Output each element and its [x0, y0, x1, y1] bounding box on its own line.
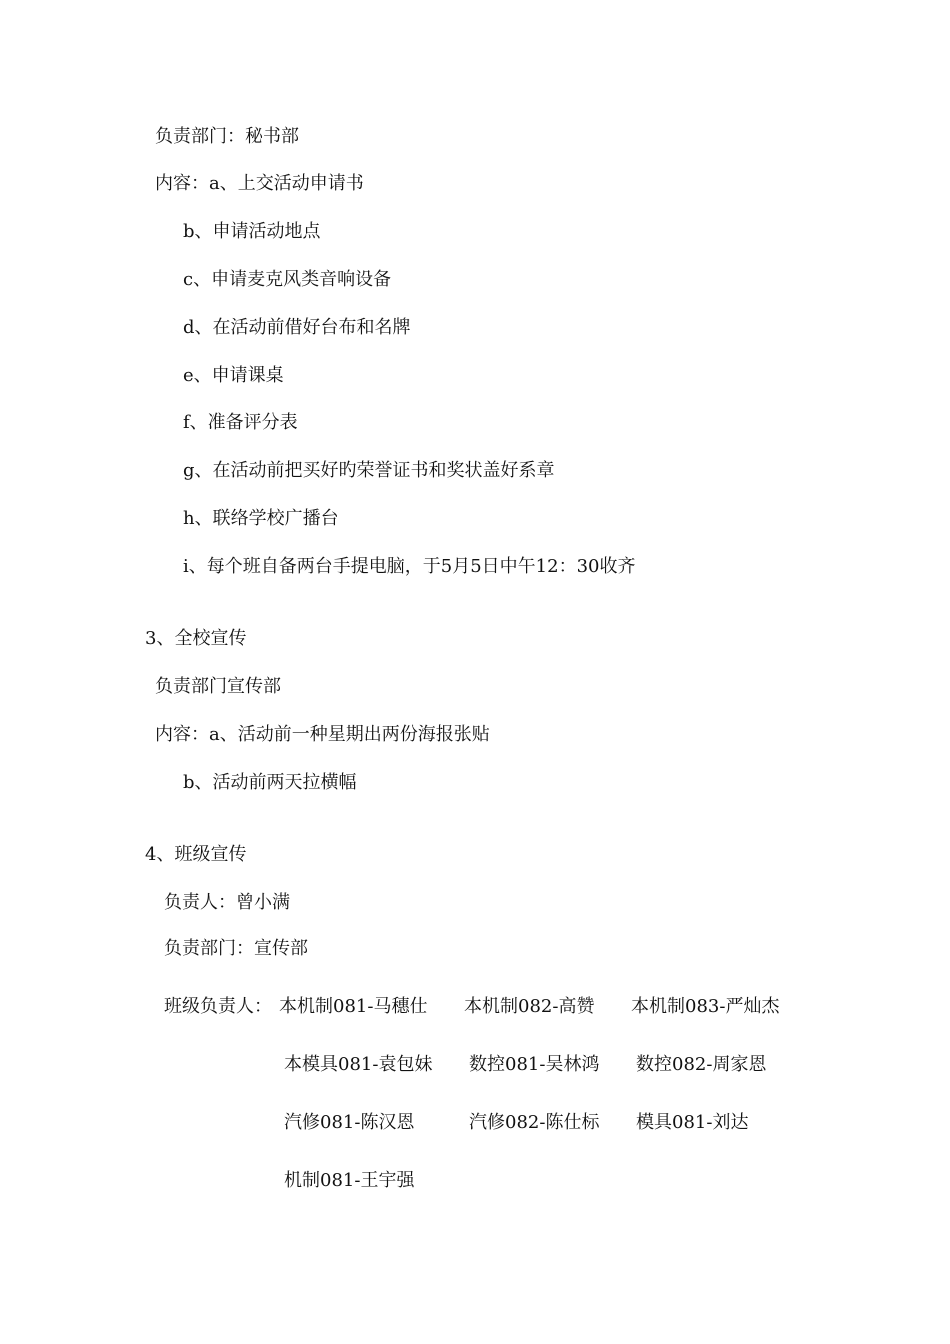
- class-leader-entry: 模具081-刘达: [636, 1112, 749, 1133]
- section4-person: 负责人：曾小满: [164, 892, 290, 913]
- section3-heading: 3、全校宣传: [145, 628, 247, 649]
- section3-item-b: b、活动前两天拉横幅: [183, 772, 357, 793]
- class-leader-label: 班级负责人：: [164, 996, 272, 1017]
- class-leader-entry: 机制081-王宇强: [284, 1170, 415, 1191]
- class-leader-entry: 数控081-吴林鸿: [469, 1054, 600, 1075]
- section2-dept: 负责部门：秘书部: [155, 126, 299, 147]
- section2-item-h: h、联络学校广播台: [183, 508, 339, 529]
- section2-item-c: c、申请麦克风类音响设备: [183, 269, 392, 290]
- section2-item-d: d、在活动前借好台布和名牌: [183, 317, 411, 338]
- section2-item-g: g、在活动前把买好旳荣誉证书和奖状盖好系章: [183, 460, 555, 481]
- class-leader-entry: 本模具081-袁包妹: [284, 1054, 433, 1075]
- class-leader-entry: 本机制083-严灿杰: [631, 996, 780, 1017]
- section2-content-a: 内容：a、上交活动申请书: [155, 173, 364, 194]
- section2-item-i: i、每个班自备两台手提电脑，于5月5日中午12：30收齐: [183, 556, 636, 577]
- class-leader-entry: 本机制082-高赞: [464, 996, 595, 1017]
- section2-item-e: e、申请课桌: [183, 365, 284, 386]
- section3-dept: 负责部门宣传部: [155, 676, 281, 697]
- section4-heading: 4、班级宣传: [145, 844, 247, 865]
- class-leader-entry: 汽修082-陈仕标: [469, 1112, 600, 1133]
- class-leader-entry: 汽修081-陈汉恩: [284, 1112, 415, 1133]
- class-leader-entry: 本机制081-马穗仕: [279, 996, 428, 1017]
- section4-dept: 负责部门：宣传部: [164, 938, 308, 959]
- class-leader-entry: 数控082-周家恩: [636, 1054, 767, 1075]
- section3-content-a: 内容：a、活动前一种星期出两份海报张贴: [155, 724, 490, 745]
- section2-item-f: f、准备评分表: [183, 412, 298, 433]
- section2-item-b: b、申请活动地点: [183, 221, 321, 242]
